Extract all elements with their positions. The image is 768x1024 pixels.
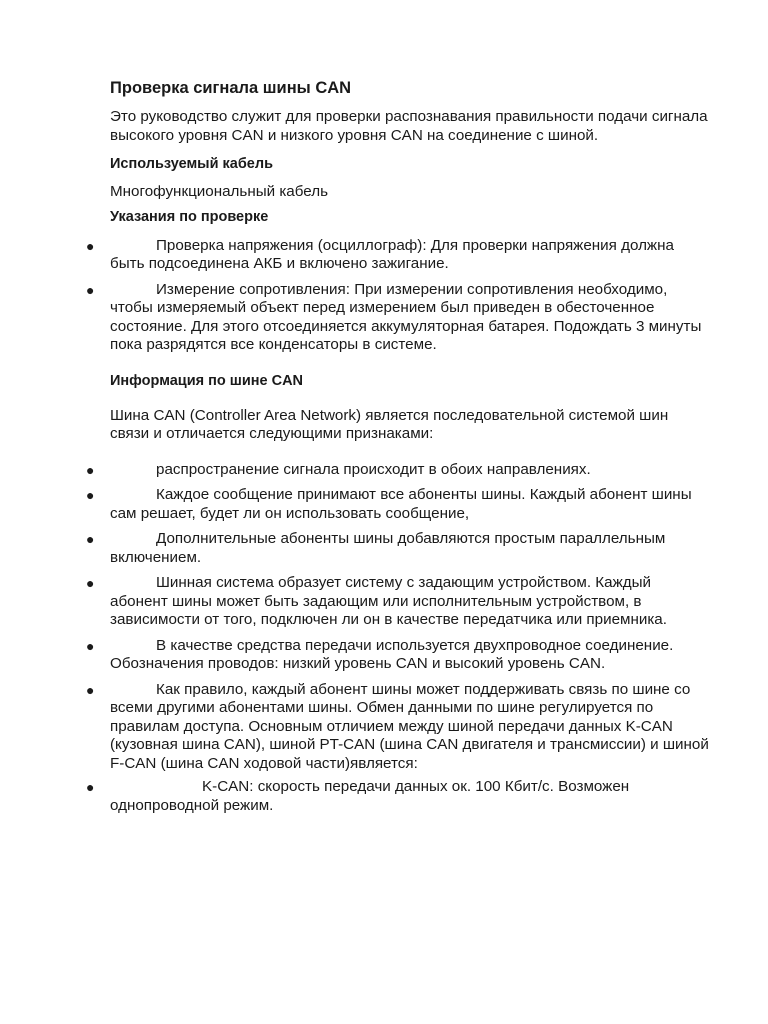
list-item (86, 680, 710, 774)
bullet-icon: ● (86, 281, 95, 298)
list-item-text: Дополнительные абоненты шины добавляются простым параллельным включением. (110, 530, 666, 566)
bullet-icon: ● (86, 461, 95, 478)
info-paragraph: Шина CAN (Controller Area Network) является последовательной системой шин связи и отличается следующими признаками: (110, 406, 669, 442)
list-item-text: Каждое сообщение принимают все абоненты шины. Каждый абонент шины сам решает, будет ли он использовать сообщение, (110, 486, 692, 522)
info-heading: Информация по шине CAN (110, 372, 304, 389)
list-item-text: Как правило, каждый абонент шины может поддерживать связь по шине со всеми другими абонентами шины. Обмен данными по шине регулируется по правилам доступа. Основным отличием между шиной передачи данных K-CAN (кузовная шина CAN), шиной PT-CAN (шина CAN двигателя и трансмиссии) и шиной F-CAN (шина CAN ходовой части)является: (110, 680, 709, 772)
list-item (86, 460, 710, 480)
list-item-text: Шинная система образует систему с задающим устройством. Каждый абонент шины может быть задающим или исполнительным устройством, в зависимости от того, подключен ли он в качестве передатчика или приемника. (110, 574, 667, 628)
document-content (86, 78, 710, 815)
list-item (86, 530, 710, 567)
bullet-icon: ● (86, 575, 95, 591)
cable-heading: Используемый кабель (110, 156, 273, 172)
info-list (86, 460, 710, 816)
bullet-icon: ● (86, 681, 95, 698)
check-list (86, 236, 710, 355)
document-title: Проверка сигнала шины CAN (110, 79, 352, 97)
list-item (86, 280, 710, 355)
list-item-text: Проверка напряжения (осциллограф): Для проверки напряжения должна быть подсоединена АКБ и включено зажигание. (110, 236, 674, 272)
list-item (86, 236, 710, 274)
list-item (86, 574, 710, 630)
list-item (86, 778, 710, 815)
list-item (86, 486, 710, 523)
bullet-icon: ● (86, 531, 95, 547)
intro-paragraph: Это руководство служит для проверки распознавания правильности подачи сигнала высокого уровня CAN и низкого уровня CAN на соединение с шиной. (110, 108, 708, 144)
bullet-icon: ● (86, 779, 95, 795)
check-heading: Указания по проверке (110, 208, 269, 225)
bullet-icon: ● (86, 237, 95, 254)
bullet-icon: ● (86, 637, 95, 654)
list-item-text: Измерение сопротивления: При измерении сопротивления необходимо, чтобы измеряемый объект перед измерением был приведен в обесточенное состояние. Для этого отсоединяется аккумуляторная батарея. Подождать 3 минуты пока разрядятся все конденсаторы в системе. (110, 280, 702, 353)
list-item (86, 636, 710, 674)
list-item-text: распространение сигнала происходит в обоих направлениях. (156, 460, 591, 478)
list-item-text: K-CAN: скорость передачи данных ок. 100 Кбит/с. Возможен однопроводной режим. (110, 778, 630, 814)
list-item-text: В качестве средства передачи используется двухпроводное соединение. Обозначения проводов: низкий уровень CAN и высокий уровень CAN. (110, 636, 674, 672)
cable-text: Многофункциональный кабель (110, 183, 329, 200)
bullet-icon: ● (86, 487, 95, 503)
